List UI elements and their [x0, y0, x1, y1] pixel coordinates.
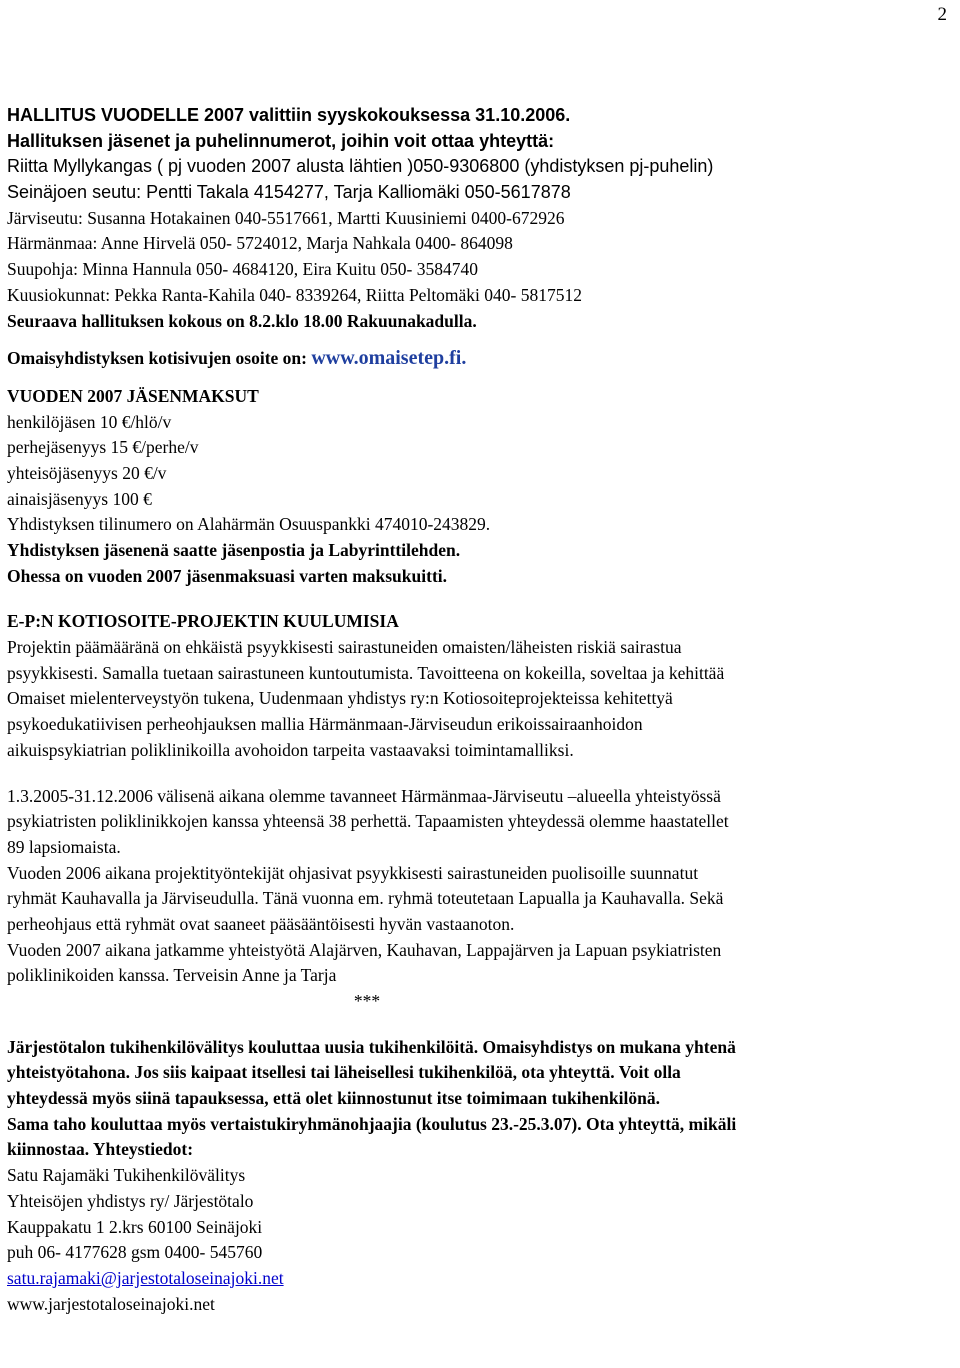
- project-title: E-P:N KOTIOSOITE-PROJEKTIN KUULUMISIA: [7, 611, 399, 632]
- contact-email-link[interactable]: satu.rajamaki@jarjestotaloseinajoki.net: [7, 1267, 284, 1288]
- website-label: Omaisyhdistyksen kotisivujen osoite on:: [7, 348, 307, 369]
- project-para2-line: 89 lapsiomaista.: [7, 836, 121, 857]
- fee-item: ainaisjäsenyys 100 €: [7, 488, 152, 509]
- project-para1-line: psyykkisesti. Samalla tuetaan sairastuneen kuntoutumista. Tavoitteena on kokeilla, soveltaa ja kehittää: [7, 662, 725, 683]
- support-line: Sama taho kouluttaa myös vertaistukiryhmänohjaajia (koulutus 23.-25.3.07). Ota yhteyttä, mikäli: [7, 1113, 737, 1134]
- contact-line: Satu Rajamäki Tukihenkilövälitys: [7, 1165, 246, 1186]
- project-para2-line: psykiatristen poliklinikkojen kanssa yhteensä 38 perhettä. Tapaamisten yhteydessä olemme haastatellet: [7, 811, 729, 832]
- contact-website: www.jarjestotaloseinajoki.net: [7, 1293, 215, 1314]
- board-member-line: Järviseutu: Susanna Hotakainen 040-5517661, Martti Kuusiniemi 0400-672926: [7, 207, 565, 228]
- page-number: 2: [937, 4, 947, 25]
- project-para2-line: ryhmät Kauhavalla ja Järviseudulla. Tänä vuonna em. ryhmä toteutetaan Lapualla ja Kauhavalla. Sekä: [7, 888, 724, 909]
- project-para2-line: Vuoden 2007 aikana jatkamme yhteistyötä Alajärven, Kauhavan, Lappajärven ja Lapuan psykiatristen: [7, 939, 722, 960]
- document-body: [7, 103, 952, 1317]
- support-line: Järjestötalon tukihenkilövälitys kouluttaa uusia tukihenkilöitä. Omaisyhdistys on mukana yhtenä: [7, 1036, 736, 1057]
- website-row: [7, 346, 952, 372]
- board-subtitle: Hallituksen jäsenet ja puhelinnumerot, joihin voit ottaa yhteyttä:: [7, 130, 555, 151]
- project-para2-line: perheohjaus että ryhmät ovat saaneet pääsääntöisesti hyvän vastaanoton.: [7, 913, 515, 934]
- board-member-line: Suupohja: Minna Hannula 050- 4684120, Eira Kuitu 050- 3584740: [7, 259, 478, 280]
- support-line: yhteistyötahona. Jos siis kaipaat itsellesi tai läheisellesi tukihenkilöä, ota yhteyttä. Voit olla: [7, 1062, 681, 1083]
- bank-account: Yhdistyksen tilinumero on Alahärmän Osuuspankki 474010-243829.: [7, 514, 491, 535]
- fee-item: henkilöjäsen 10 €/hlö/v: [7, 411, 172, 432]
- next-meeting: Seuraava hallituksen kokous on 8.2.klo 18.00 Rakuunakadulla.: [7, 310, 477, 331]
- board-member-line: Härmänmaa: Anne Hirvelä 050- 5724012, Marja Nahkala 0400- 864098: [7, 233, 513, 254]
- project-para1-line: aikuispsykiatrian poliklinikoilla avohoidon tarpeita vastaavaksi toimintamalliksi.: [7, 739, 574, 760]
- website-link[interactable]: www.omaisetep.fi.: [311, 347, 467, 370]
- fee-item: yhteisöjäsenyys 20 €/v: [7, 462, 167, 483]
- support-line: kiinnostaa. Yhteystiedot:: [7, 1139, 194, 1160]
- section-separator: [7, 989, 952, 1015]
- project-para1-line: Projektin päämääränä on ehkäistä psyykkisesti sairastuneiden omaisten/läheisten riskiä sairastua: [7, 637, 682, 658]
- support-line: yhteydessä myös siinä tapauksessa, että olet kiinnostunut itse toimimaan tukihenkilönä.: [7, 1088, 660, 1109]
- board-title: HALLITUS VUODELLE 2007 valittiin syyskokouksessa 31.10.2006.: [7, 105, 571, 125]
- project-para2-line: 1.3.2005-31.12.2006 välisenä aikana olemme tavanneet Härmänmaa-Järviseutu –alueella yhteistyössä: [7, 785, 721, 806]
- project-para1-line: Omaiset mielenterveystyön tukena, Uudenmaan yhdistys ry:n Kotiosoiteprojekteissa kehitettyä: [7, 688, 673, 709]
- contact-line: Kauppakatu 1 2.krs 60100 Seinäjoki: [7, 1216, 263, 1237]
- member-mail-note: Yhdistyksen jäsenenä saatte jäsenpostia ja Labyrinttilehden.: [7, 540, 461, 560]
- board-member-line: Kuusiokunnat: Pekka Ranta-Kahila 040- 8339264, Riitta Peltomäki 040- 5817512: [7, 284, 582, 305]
- contact-line: puh 06- 4177628 gsm 0400- 545760: [7, 1242, 263, 1263]
- project-para2-line: poliklinikoiden kanssa. Terveisin Anne ja Tarja: [7, 965, 337, 986]
- board-member-line: Seinäjoen seutu: Pentti Takala 4154277, Tarja Kalliomäki 050-5617878: [7, 182, 571, 203]
- board-member-line: Riitta Myllykangas ( pj vuoden 2007 alusta lähtien )050-9306800 (yhdistyksen pj-puhelin): [7, 156, 714, 177]
- project-para1-line: psykoedukatiivisen perheohjauksen mallia Härmänmaan-Järviseudun erikoissairaanhoidon: [7, 714, 643, 735]
- fee-item: perhejäsenyys 15 €/perhe/v: [7, 437, 199, 458]
- payment-slip-note: Ohessa on vuoden 2007 jäsenmaksuasi varten maksukuitti.: [7, 565, 448, 586]
- project-para2-line: Vuoden 2006 aikana projektityöntekijät ohjasivat psyykkisesti sairastuneiden puolisoille suunnatut: [7, 862, 699, 883]
- separator-stars: ***: [353, 991, 381, 1011]
- fees-title: VUODEN 2007 JÄSENMAKSUT: [7, 385, 259, 406]
- contact-line: Yhteisöjen yhdistys ry/ Järjestötalo: [7, 1190, 254, 1211]
